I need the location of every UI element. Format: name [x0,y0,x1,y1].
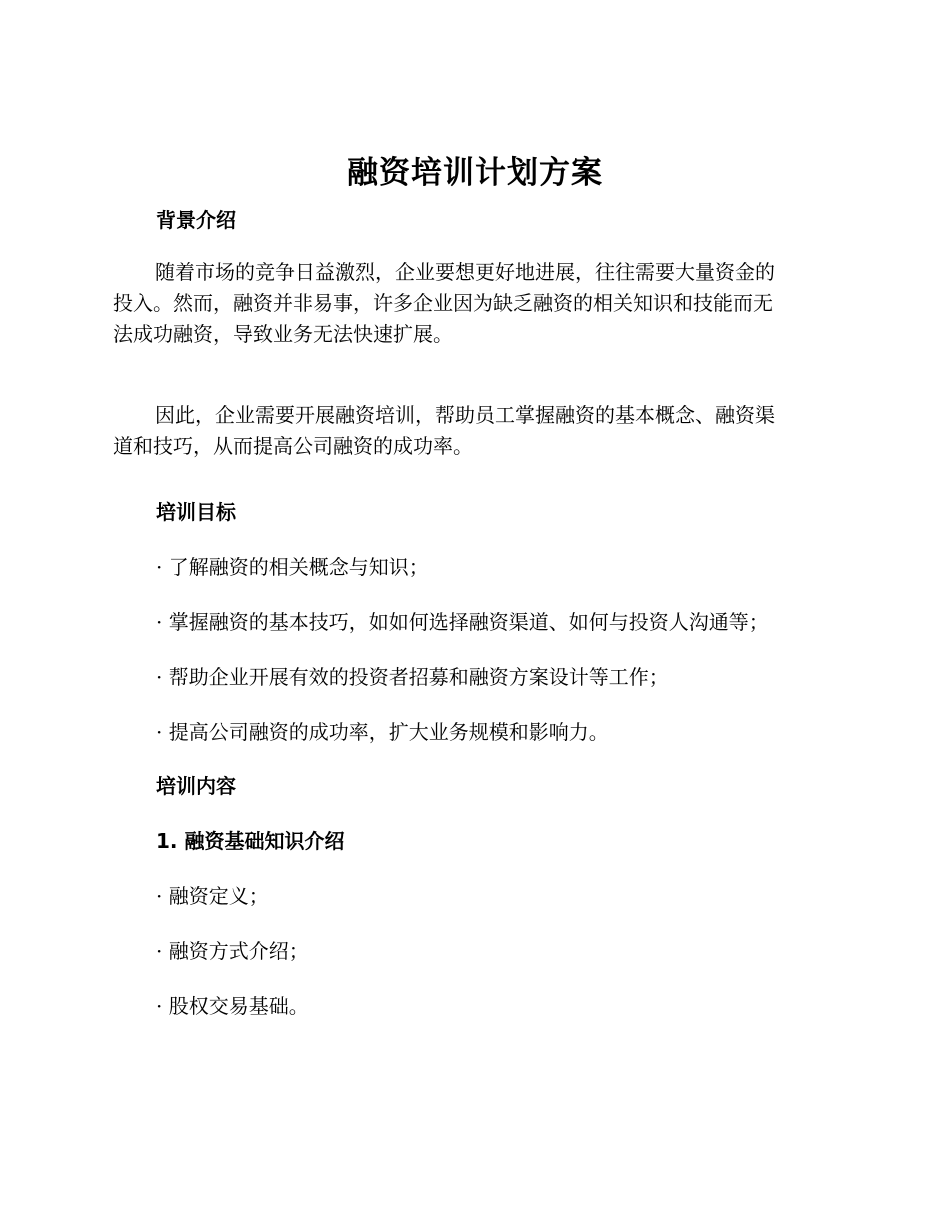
goal-bullet-item: · 提高公司融资的成功率，扩大业务规模和影响力。 [156,720,609,744]
goal-bullet-item: · 掌握融资的基本技巧，如如何选择融资渠道、如何与投资人沟通等； [156,610,769,634]
paragraph-line: 法成功融资，导致业务无法快速扩展。 [113,322,453,346]
goal-bullet-item: · 帮助企业开展有效的投资者招募和融资方案设计等工作； [156,665,669,689]
background-paragraph-2 [113,400,835,462]
subsection-heading: 1. 融资基础知识介绍 [156,829,345,853]
section-heading-goals: 培训目标 [156,500,236,524]
content-bullet-item: · 融资定义； [156,884,269,908]
paragraph-line: 因此，企业需要开展融资培训，帮助员工掌握融资的基本概念、融资渠 [155,403,775,427]
background-paragraph-1 [113,257,835,350]
content-bullet-item: · 融资方式介绍； [156,939,309,963]
section-heading-content: 培训内容 [156,774,236,798]
section-heading-background: 背景介绍 [156,208,236,232]
paragraph-line: 随着市场的竞争日益激烈，企业要想更好地进展，往往需要大量资金的 [155,260,775,284]
goal-bullet-item: · 了解融资的相关概念与知识； [156,555,429,579]
content-bullet-item: · 股权交易基础。 [156,994,309,1018]
document-title: 融资培训计划方案 [347,155,603,191]
paragraph-line: 投入。然而，融资并非易事，许多企业因为缺乏融资的相关知识和技能而无 [113,291,773,315]
paragraph-line: 道和技巧，从而提高公司融资的成功率。 [113,434,473,458]
